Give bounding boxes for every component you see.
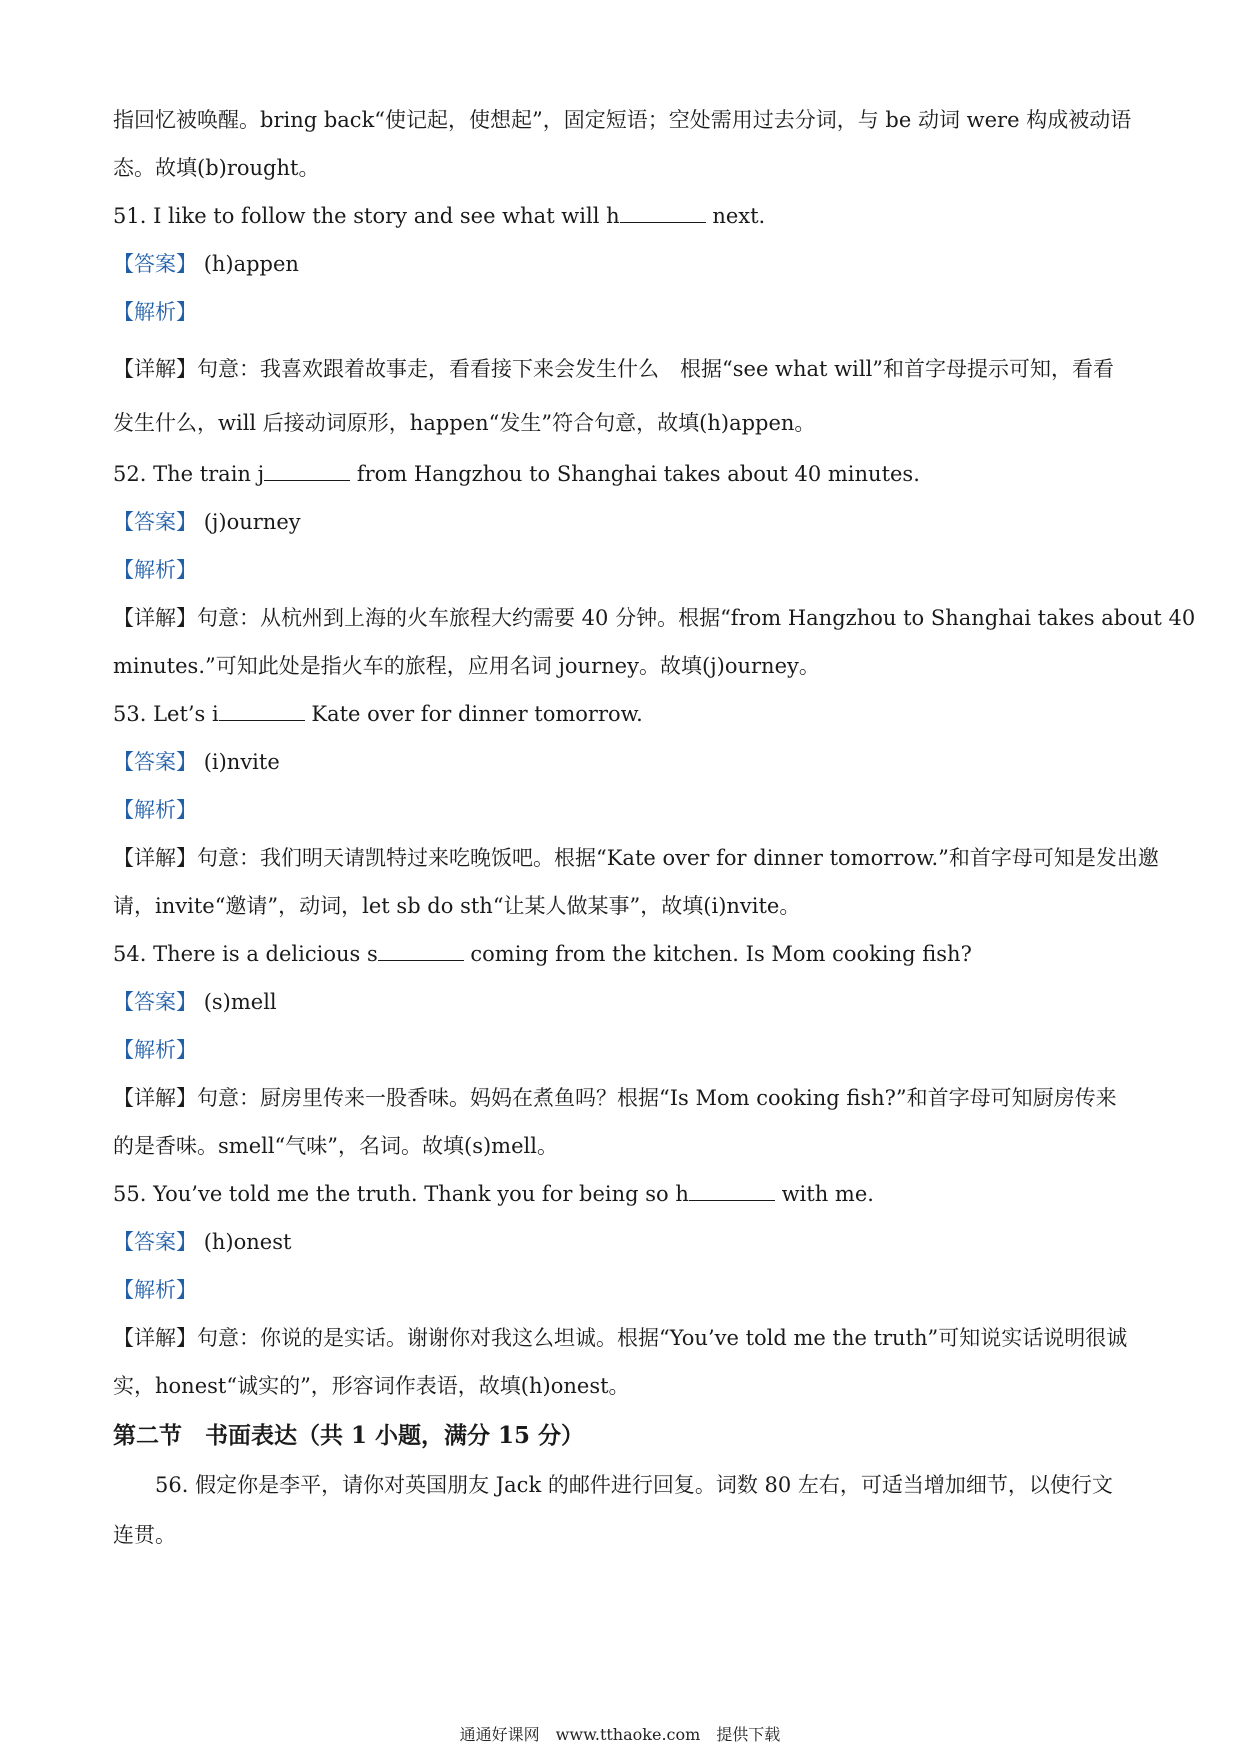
- analysis-line: [113, 546, 1133, 594]
- analysis-line: [113, 786, 1133, 834]
- fill-blank: [689, 1182, 775, 1201]
- detail-text: 句意：厨房里传来一股香味。妈妈在煮鱼吗？根据“Is Mom cooking fish?”和首字母可知厨房传来: [197, 1086, 1117, 1110]
- writing-task-line-1: 56. 假定你是李平，请你对英国朋友 Jack 的邮件进行回复。词数 80 左右，可适当增加细节，以使行文: [155, 1473, 1113, 1497]
- analysis-label: 【解析】: [113, 798, 197, 822]
- question-stem-before: 54. There is a delicious s: [113, 942, 378, 966]
- fill-blank: [219, 702, 305, 721]
- writing-task-line-2: 连贯。: [113, 1523, 176, 1547]
- question-54: [113, 930, 1133, 1170]
- question-stem-before: 52. The train j: [113, 462, 265, 486]
- fill-blank: [620, 204, 706, 223]
- detail-label: 【详解】: [113, 846, 197, 870]
- answer-line: [113, 738, 1133, 786]
- detail-label: 【详解】: [113, 1086, 197, 1110]
- detail-line-2: 发生什么，will 后接动词原形，happen“发生”符合句意，故填(h)appen。: [113, 411, 816, 435]
- detail-text: 句意：你说的是实话。谢谢你对我这么坦诚。根据“You’ve told me the truth”可知说实话说明很诚: [197, 1326, 1128, 1350]
- answer-line: [113, 498, 1133, 546]
- answer-line: [113, 978, 1133, 1026]
- answer-value: (j)ourney: [203, 510, 301, 534]
- question-stem-before: 55. You’ve told me the truth. Thank you for being so h: [113, 1182, 689, 1206]
- answer-value: (s)mell: [203, 990, 277, 1014]
- detail-text: 句意：从杭州到上海的火车旅程大约需要 40 分钟。根据“from Hangzhou to Shanghai takes about 40: [197, 606, 1196, 630]
- detail-line-1: [113, 834, 1159, 882]
- detail-line-1: [113, 342, 1133, 396]
- fill-blank: [264, 462, 350, 481]
- analysis-label: 【解析】: [113, 300, 197, 324]
- answer-label: 【答案】: [113, 1230, 197, 1254]
- question-text: [113, 1170, 1133, 1218]
- fill-blank: [378, 942, 464, 961]
- analysis-label: 【解析】: [113, 1038, 197, 1062]
- question-stem-before: 53. Let’s i: [113, 702, 219, 726]
- detail-text: 句意：我们明天请凯特过来吃晚饭吧。根据“Kate over for dinner tomorrow.”和首字母可知是发出邀: [197, 846, 1159, 870]
- detail-line-2: minutes.”可知此处是指火车的旅程，应用名词 journey。故填(j)ourney。: [113, 654, 820, 678]
- detail-line-2: 的是香味。smell“气味”，名词。故填(s)mell。: [113, 1134, 558, 1158]
- detail-label: 【详解】: [113, 357, 197, 381]
- detail-line-1: [113, 1314, 1133, 1362]
- analysis-line: [113, 1266, 1133, 1314]
- detail-line-2: 实，honest“诚实的”，形容词作表语，故填(h)onest。: [113, 1374, 630, 1398]
- answer-line: [113, 1218, 1133, 1266]
- question-stem-after: coming from the kitchen. Is Mom cooking fish?: [463, 942, 972, 966]
- answer-value: (h)onest: [203, 1230, 292, 1254]
- detail-text: 句意：我喜欢跟着故事走，看看接下来会发生什么 根据“see what will”和首字母提示可知，看看: [197, 357, 1115, 381]
- analysis-line: [113, 288, 1133, 336]
- question-text: [113, 450, 1133, 498]
- answer-line: [113, 240, 1133, 288]
- question-53: [113, 690, 1159, 930]
- section-heading: 第二节 书面表达（共 1 小题，满分 15 分）: [113, 1422, 585, 1449]
- detail-label: 【详解】: [113, 1326, 197, 1350]
- question-stem-after: from Hangzhou to Shanghai takes about 40 minutes.: [350, 462, 920, 486]
- question-55: [113, 1170, 1133, 1410]
- answer-label: 【答案】: [113, 252, 197, 276]
- analysis-line: [113, 1026, 1133, 1074]
- analysis-label: 【解析】: [113, 558, 197, 582]
- answer-label: 【答案】: [113, 510, 197, 534]
- question-text: [113, 690, 1133, 738]
- detail-line-1: [113, 594, 1196, 642]
- question-text: [113, 192, 1133, 240]
- answer-value: (h)appen: [203, 252, 299, 276]
- question-52: [113, 450, 1196, 690]
- answer-label: 【答案】: [113, 750, 197, 774]
- question-text: [113, 930, 1133, 978]
- page-footer: 通通好课网 www.tthaoke.com 提供下载: [459, 1725, 781, 1744]
- analysis-label: 【解析】: [113, 1278, 197, 1302]
- question-stem-after: Kate over for dinner tomorrow.: [304, 702, 643, 726]
- page-content: [113, 96, 1196, 1560]
- answer-label: 【答案】: [113, 990, 197, 1014]
- question-stem-after: next.: [705, 204, 766, 228]
- detail-line-1: [113, 1074, 1133, 1122]
- detail-label: 【详解】: [113, 606, 197, 630]
- question-stem-after: with me.: [774, 1182, 874, 1206]
- intro-line-1: 指回忆被唤醒。bring back“使记起，使想起”，固定短语；空处需用过去分词，与 be 动词 were 构成被动语: [113, 108, 1132, 132]
- question-stem-before: 51. I like to follow the story and see what will h: [113, 204, 620, 228]
- question-51: [113, 192, 1133, 450]
- intro-line-2: 态。故填(b)rought。: [113, 156, 320, 180]
- detail-line-2: 请，invite“邀请”，动词，let sb do sth“让某人做某事”，故填(i)nvite。: [113, 894, 801, 918]
- answer-value: (i)nvite: [203, 750, 280, 774]
